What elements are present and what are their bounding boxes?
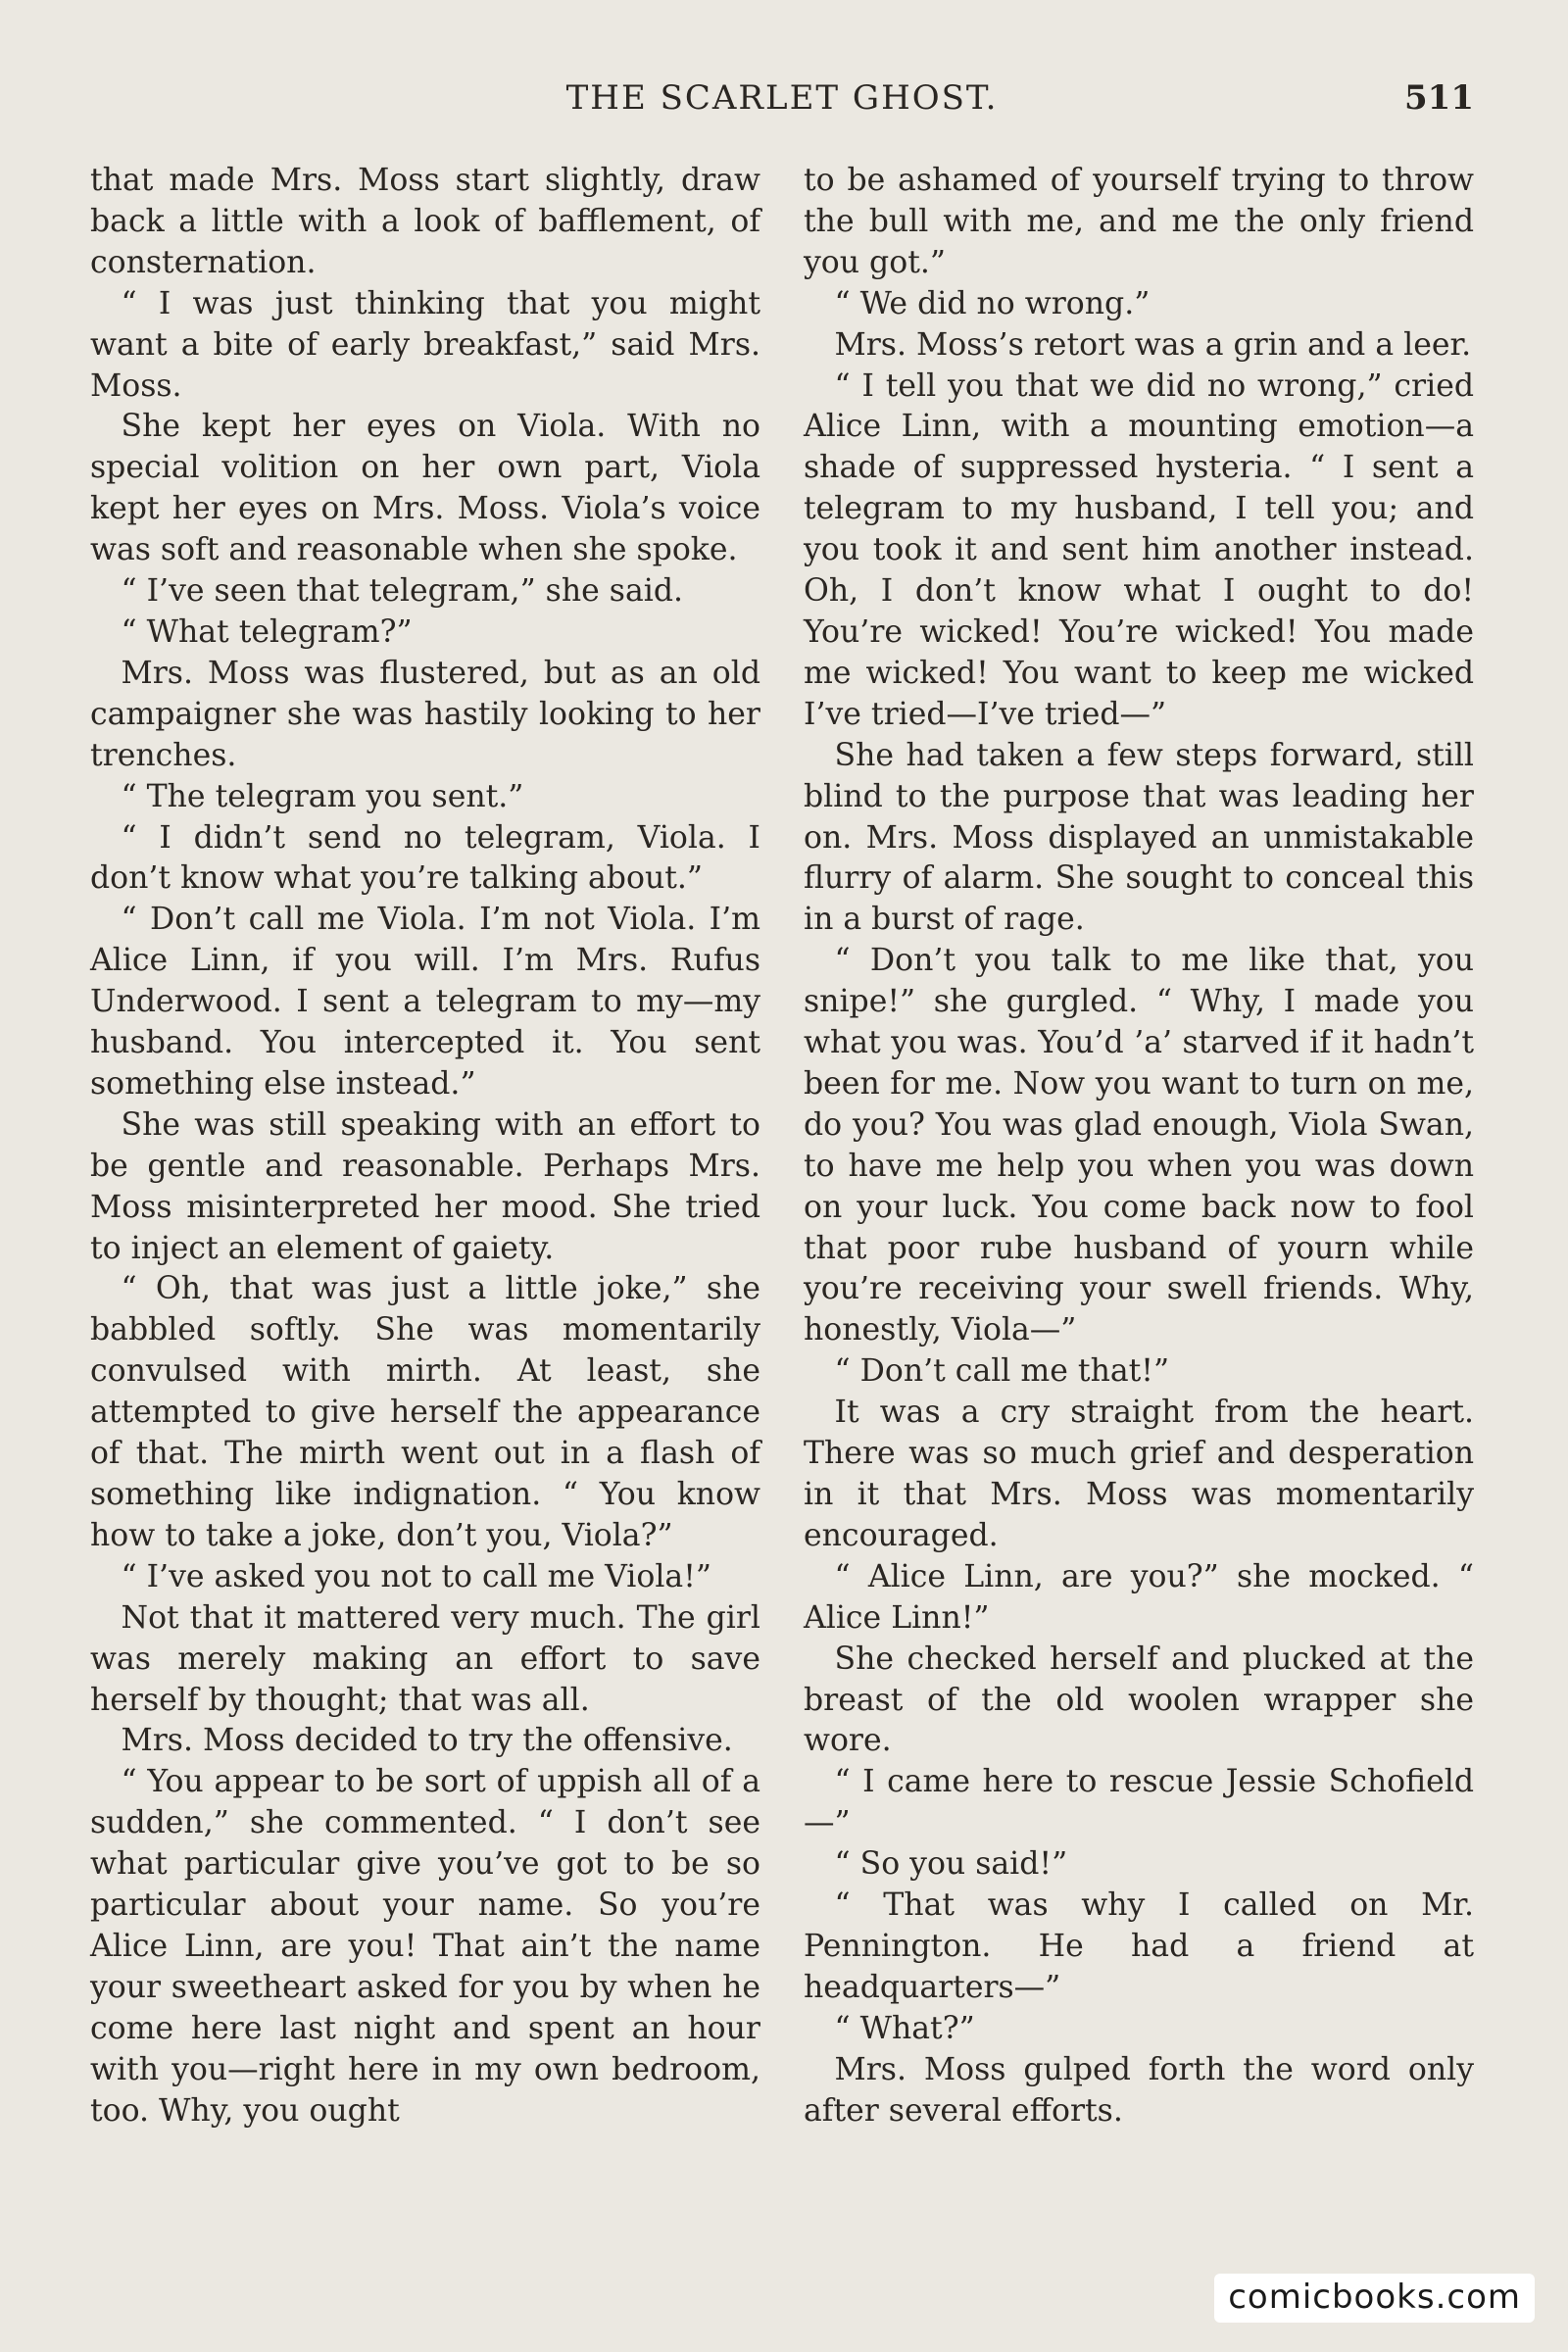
paragraph: “ What telegram?” [121, 613, 413, 650]
paragraph: “ I’ve asked you not to call me Viola!” [121, 1558, 711, 1594]
paragraph: “ I tell you that we did no wrong,” cried Alice Linn, with a mounting emotion—a shade of suppressed hysteria. “ I sent a telegram to my husband, I tell you; and you took it and sent him another instead. Oh, I don’t know what I ought to do! You’re wicked! You’re wicked! You made me wicked! You want to keep me wicked I’ve tried—I’ve tried—” [804, 368, 1474, 732]
paragraph: “ Don’t call me Viola. I’m not Viola. I’m Alice Linn, if you will. I’m Mrs. Rufus Underwood. I sent a telegram to my—my husband. You intercepted it. You sent something else instead.” [90, 902, 760, 1102]
paragraph: She was still speaking with an effort to be gentle and reasonable. Perhaps Mrs. Moss misinterpreted her mood. She tried to inject an element of gaiety. [90, 1106, 760, 1266]
paragraph: “ What?” [834, 2010, 975, 2046]
paragraph: that made Mrs. Moss start slightly, draw back a little with a look of bafflement, of consternation. [90, 163, 760, 280]
paragraph: “ Don’t you talk to me like that, you snipe!” she gurgled. “ Why, I made you what you was. You’d ’a’ starved if it hadn’t been for me. Now you want to turn on me, do you? You was glad enough, Viola Swan, to have me help you when you was down on your luck. You come back now to fool that poor rube husband of yourn while you’re receiving your swell friends. Why, honestly, Viola—” [804, 943, 1474, 1348]
paragraph: “ You appear to be sort of uppish all of a sudden,” she commented. “ I don’t see what particular give you’ve got to be so particular about your name. So you’re Alice Linn, are you! That ain’t the name your sweetheart asked for you by when he come here last night and spent an hour with you—right here in my own bedroom, too. Why, you ought [90, 1764, 760, 2129]
running-title: THE SCARLET GHOST. [565, 78, 999, 118]
paragraph: “ Don’t call me that!” [834, 1353, 1170, 1390]
left-column [90, 161, 760, 2132]
paragraph: to be ashamed of yourself trying to throw the bull with me, and me the only friend you got.” [804, 163, 1474, 280]
paragraph: “ The telegram you sent.” [121, 778, 524, 814]
right-column [804, 161, 1474, 2132]
paragraph: Mrs. Moss was flustered, but as an old campaigner she was hastily looking to her trenches. [90, 655, 760, 773]
paragraph: She checked herself and plucked at the breast of the old woolen wrapper she wore. [804, 1641, 1474, 1759]
paragraph: “ I didn’t send no telegram, Viola. I don’t know what you’re talking about.” [90, 819, 760, 897]
paragraph: “ Oh, that was just a little joke,” she babbled softly. She was momentarily convulsed with mirth. At least, she attempted to give herself the appearance of that. The mirth went out in a flash of something like indignation. “ You know how to take a joke, don’t you, Viola?” [90, 1271, 760, 1553]
paragraph: “ So you said!” [834, 1846, 1068, 1883]
paragraph: “ We did no wrong.” [834, 285, 1151, 321]
paragraph: She had taken a few steps forward, still blind to the purpose that was leading her on. Mrs. Moss displayed an unmistakable flurry of alarm. She sought to conceal this in a burst of rage. [804, 737, 1474, 938]
paragraph: Mrs. Moss decided to try the offensive. [121, 1723, 733, 1759]
paragraph: “ I came here to rescue Jessie Schofield—” [804, 1764, 1474, 1841]
paragraph: “ That was why I called on Mr. Pennington. He had a friend at headquarters—” [804, 1887, 1474, 2005]
paragraph: Mrs. Moss’s retort was a grin and a leer. [834, 326, 1472, 363]
paragraph: “ I was just thinking that you might want a bite of early breakfast,” said Mrs. Moss. [90, 285, 760, 404]
page-number: 511 [1404, 78, 1474, 118]
paragraph: She kept her eyes on Viola. With no special volition on her own part, Viola kept her eyes on Mrs. Moss. Viola’s voice was soft and reasonable when she spoke. [90, 409, 760, 568]
paragraph: Not that it mattered very much. The girl was merely making an effort to save herself by thought; that was all. [90, 1599, 760, 1718]
paragraph: “ I’ve seen that telegram,” she said. [121, 573, 683, 610]
page-header [90, 78, 1474, 127]
paragraph: It was a cry straight from the heart. There was so much grief and desperation in it that Mrs. Moss was momentarily encouraged. [804, 1395, 1474, 1553]
watermark-logo: comicbooks.com [1214, 2274, 1535, 2323]
paragraph: Mrs. Moss gulped forth the word only after several efforts. [804, 2051, 1474, 2129]
paragraph: “ Alice Linn, are you?” she mocked. “ Alice Linn!” [804, 1558, 1474, 1636]
